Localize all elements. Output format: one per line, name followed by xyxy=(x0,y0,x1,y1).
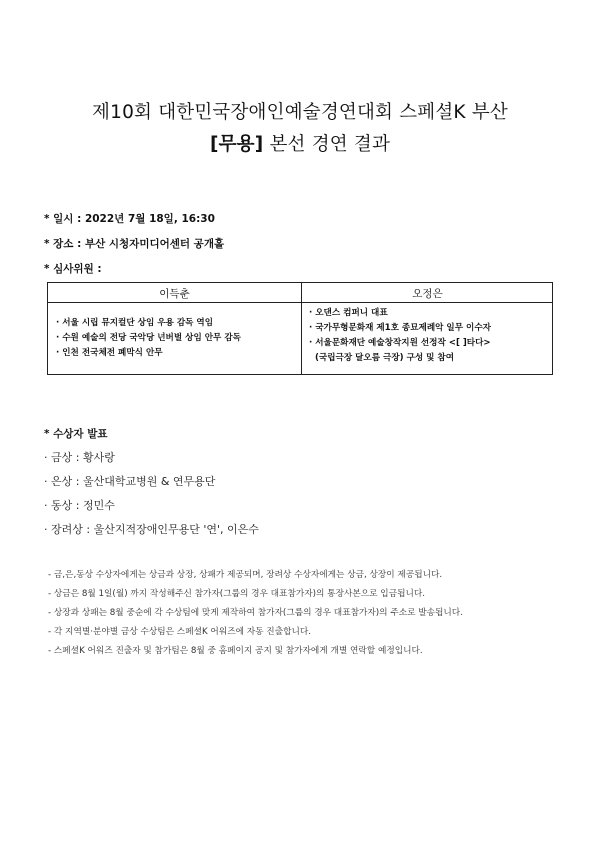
notice-item: - 각 지역별·분야별 금상 수상팀은 스페셜K 어워즈에 자동 진출합니다. xyxy=(48,627,312,637)
award-encouragement: · 장려상 : 울산지적장애인무용단 '연', 이은수 xyxy=(44,523,259,536)
event-date: * 일시 : 2022년 7월 18일, 16:30 xyxy=(44,213,215,225)
judge-name-2: 오정은 xyxy=(412,288,443,300)
notice-item: - 금,은,동상 수상자에게는 상금과 상장, 상패가 제공되며, 장려상 수상자에게는 상금, 상장이 제공됩니다. xyxy=(48,570,443,580)
judge-name-1: 이득춘 xyxy=(159,288,190,300)
page-subtitle xyxy=(0,130,600,156)
career-item: · 국가무형문화재 제1호 종묘제례악 일무 이수자 xyxy=(309,323,491,333)
awards-heading: * 수상자 발표 xyxy=(44,428,108,440)
career-item: · 오댄스 컴퍼니 대표 xyxy=(309,308,388,318)
notice-item: - 스페셜K 어워즈 진출자 및 참가팀은 8월 중 홈페이지 공지 및 참가자에게 개별 연락할 예정입니다. xyxy=(48,646,423,656)
career-item: · 서울문화재단 예술창작지원 선정작 <[ ]타다> xyxy=(309,338,491,348)
judges-table xyxy=(47,282,553,375)
career-item: · 서울 시립 뮤지컬단 상임 우용 감독 역임 xyxy=(56,318,214,328)
career-item: · 인천 전국체전 폐막식 안무 xyxy=(56,348,163,358)
subtitle-text: 본선 경연 결과 xyxy=(263,134,391,155)
career-item: (국립극장 달오름 극장) 구성 및 참여 xyxy=(315,353,455,363)
page-title: 제10회 대한민국장애인예술경연대회 스페셜K 부산 xyxy=(92,102,508,123)
notice-item: - 상장과 상패는 8월 중순에 각 수상팀에 맞게 제작하여 참가자(그룹의 경우 대표참가자)의 주소로 발송됩니다. xyxy=(48,608,463,618)
notice-list xyxy=(48,566,463,661)
award-silver: · 은상 : 울산대학교병원 & 연무용단 xyxy=(44,475,216,488)
judge-1-career-list xyxy=(56,316,241,361)
judges-label: * 심사위원 : xyxy=(44,263,102,275)
event-venue: * 장소 : 부산 시청자미디어센터 공개홀 xyxy=(44,238,225,250)
career-item: · 수원 예술의 전당 국악당 넌버벌 상임 안무 감독 xyxy=(56,333,241,343)
category-label: [무용] xyxy=(209,134,264,155)
notice-item: - 상금은 8월 1일(월) 까지 작성해주신 참가자(그룹의 경우 대표참가자)의 통장사본으로 입금됩니다. xyxy=(48,589,426,599)
award-gold: · 금상 : 황사랑 xyxy=(44,451,115,464)
judge-2-career-list xyxy=(309,306,491,366)
award-bronze: · 동상 : 정민수 xyxy=(44,499,115,512)
